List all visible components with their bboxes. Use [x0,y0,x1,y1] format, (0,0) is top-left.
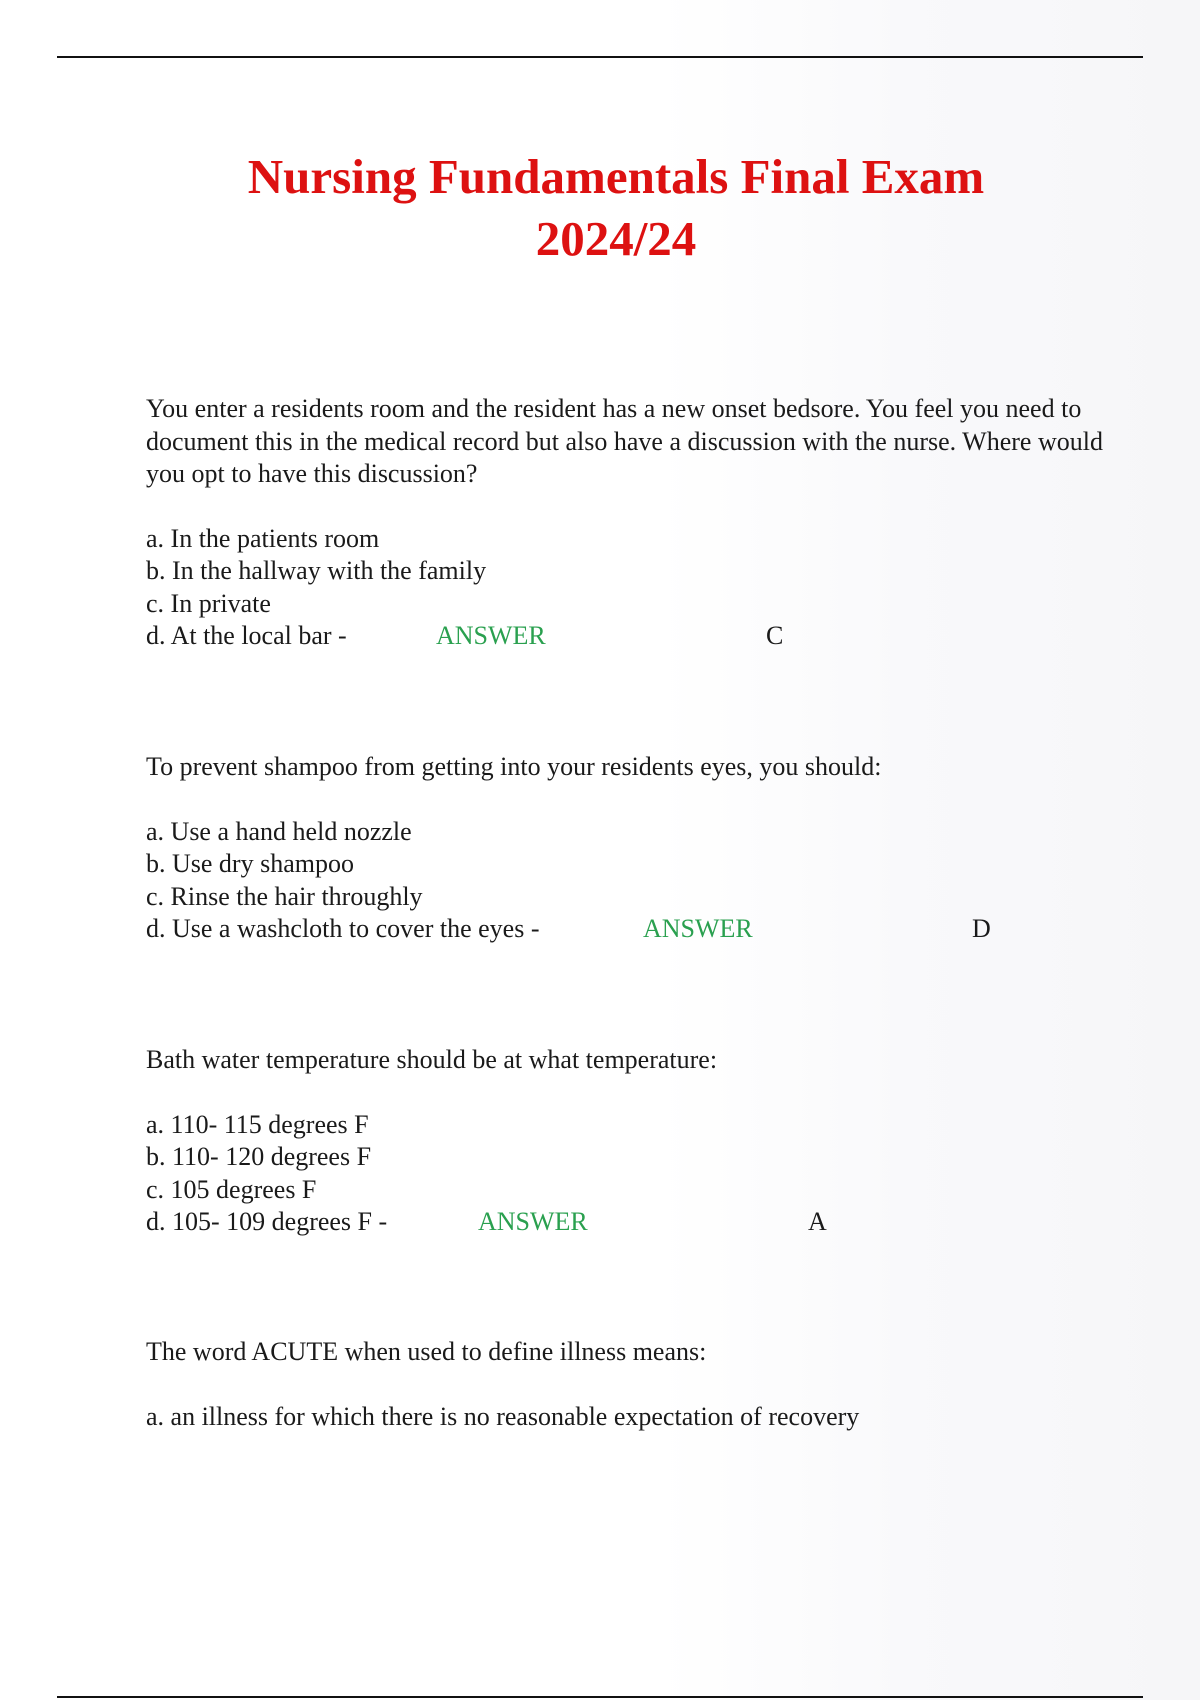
header-rule [57,56,1143,58]
option-c: c. Rinse the hair throughly [146,881,423,911]
option-a: a. 110- 115 degrees F [146,1109,369,1139]
option-a: a. In the patients room [146,523,380,553]
document-title [0,146,1200,270]
question-text: To prevent shampoo from getting into your residents eyes, you should: [146,752,882,781]
option-b: b. Use dry shampoo [146,849,354,878]
answer-label: ANSWER [478,1207,588,1236]
options-list [146,816,1106,946]
question-2 [146,751,1106,946]
option-d: d. Use a washcloth to cover the eyes - [146,914,540,943]
options-list [146,523,1106,653]
option-a: a. Use a hand held nozzle [146,816,412,846]
option-c: c. 105 degrees F [146,1174,317,1204]
option-c: c. In private [146,588,271,618]
question-4 [146,1336,1106,1433]
question-text: Bath water temperature should be at what temperature: [146,1045,718,1074]
options-list [146,1109,1106,1239]
option-d: d. At the local bar - [146,621,347,650]
answer-label: ANSWER [436,621,546,650]
option-b: b. In the hallway with the family [146,556,487,585]
answer-value: C [766,621,784,650]
option-d: d. 105- 109 degrees F - [146,1207,388,1236]
answer-value: A [808,1207,827,1236]
answer-label: ANSWER [643,914,753,943]
option-b: b. 110- 120 degrees F [146,1142,372,1171]
question-1 [146,393,1106,653]
option-d-line [146,620,1106,653]
question-text: The word ACUTE when used to define illness means: [146,1337,707,1366]
options-list [146,1401,1106,1434]
title-line-1: Nursing Fundamentals Final Exam [247,149,985,204]
answer-value: D [972,914,991,943]
option-a: a. an illness for which there is no reasonable expectation of recovery [146,1401,860,1431]
question-text: You enter a residents room and the resident has a new onset bedsore. You feel you need to document this in the medical record but also have a discussion with the nurse. Where would you opt to have this discussion? [146,394,1103,488]
option-d-line [146,913,1106,946]
footer-rule [57,1696,1143,1698]
question-3 [146,1044,1106,1239]
option-d-line [146,1206,1106,1239]
title-line-2: 2024/24 [535,211,697,266]
